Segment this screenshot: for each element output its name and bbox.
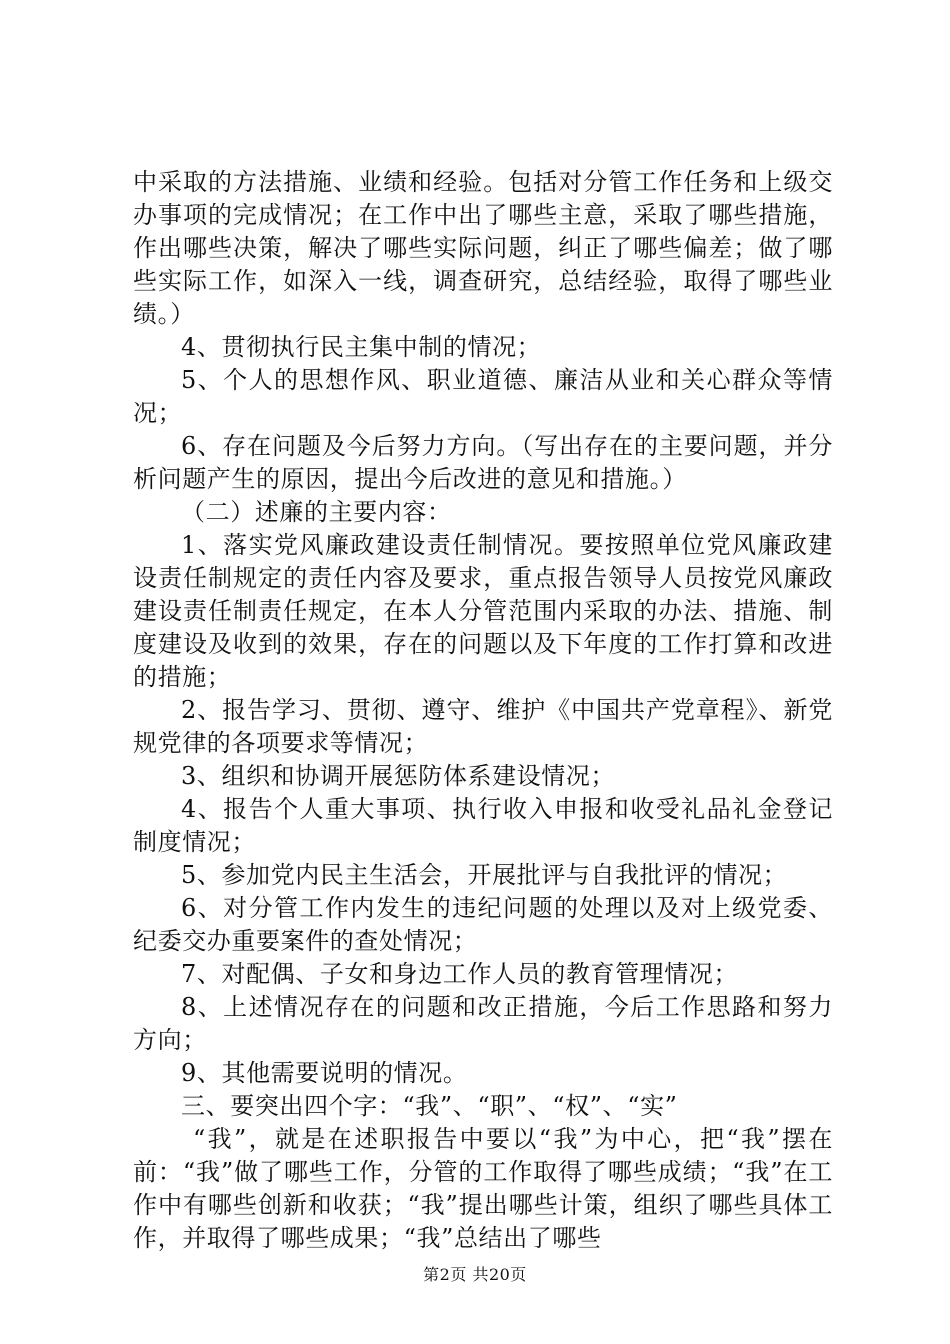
paragraph: 7、对配偶、子女和身边工作人员的教育管理情况； — [181, 960, 739, 988]
paragraph: 6、对分管工作内发生的违纪问题的处理以及对上级党委、纪委交办重要案件的查处情况； — [133, 894, 833, 955]
paragraph: 3、组织和协调开展惩防体系建设情况； — [181, 762, 616, 790]
page-footer — [0, 1262, 950, 1285]
section-heading: 三、要突出四个字：“我”、“职”、“权”、“实” — [181, 1092, 678, 1120]
document-body — [133, 166, 833, 1255]
paragraph: 4、贯彻执行民主集中制的情况； — [181, 333, 542, 361]
paragraph: 6、存在问题及今后努力方向。（写出存在的主要问题，并分析问题产生的原因，提出今后改进的意见和措施。） — [133, 432, 833, 493]
paragraph: 8、上述情况存在的问题和改正措施，今后工作思路和努力方向； — [133, 993, 833, 1054]
paragraph: 9、其他需要说明的情况。 — [181, 1059, 468, 1087]
paragraph: “我”，就是在述职报告中要以“我”为中心，把“我”摆在前：“我”做了哪些工作，分管的工作取得了哪些成绩；“我”在工作中有哪些创新和收获；“我”提出哪些计策，组织了哪些具体工作，并取得了哪些成果；“我”总结出了哪些 — [133, 1125, 833, 1252]
section-heading: （二）述廉的主要内容： — [181, 498, 452, 526]
paragraph: 4、报告个人重大事项、执行收入申报和收受礼品礼金登记制度情况； — [133, 795, 833, 856]
page-number-label: 第2页 共20页 — [423, 1265, 527, 1284]
paragraph: 中采取的方法措施、业绩和经验。包括对分管工作任务和上级交办事项的完成情况；在工作中出了哪些主意，采取了哪些措施，作出哪些决策，解决了哪些实际问题，纠正了哪些偏差；做了哪些实际工作，如深入一线，调查研究，总结经验，取得了哪些业绩。） — [133, 168, 833, 328]
paragraph: 2、报告学习、贯彻、遵守、维护《中国共产党章程》、新党规党律的各项要求等情况； — [133, 696, 833, 757]
paragraph: 5、参加党内民主生活会，开展批评与自我批评的情况； — [181, 861, 788, 889]
paragraph: 5、个人的思想作风、职业道德、廉洁从业和关心群众等情况； — [133, 366, 833, 427]
paragraph: 1、落实党风廉政建设责任制情况。要按照单位党风廉政建设责任制规定的责任内容及要求，重点报告领导人员按党风廉政建设责任制责任规定，在本人分管范围内采取的办法、措施、制度建设及收到的效果，存在的问题以及下年度的工作打算和改进的措施； — [133, 531, 833, 691]
